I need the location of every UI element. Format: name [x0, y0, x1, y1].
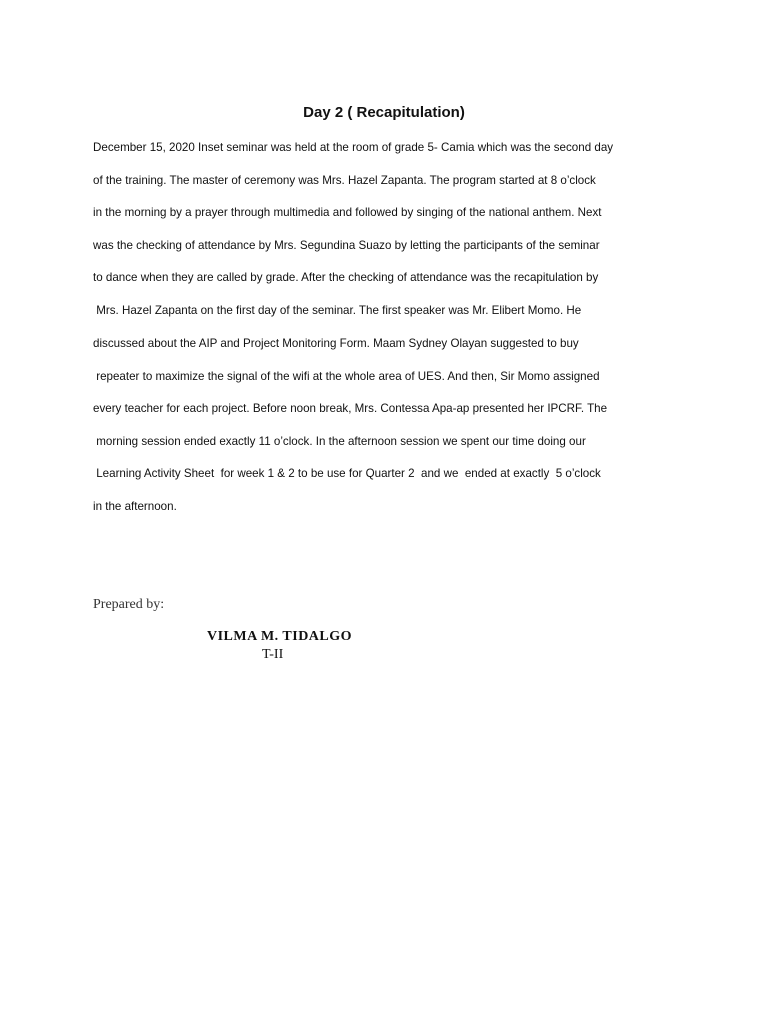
document-title: Day 2 ( Recapitulation) — [303, 104, 465, 121]
body-line: of the training. The master of ceremony was Mrs. Hazel Zapanta. The program started at 8 o’clock — [93, 174, 596, 187]
body-line: discussed about the AIP and Project Monitoring Form. Maam Sydney Olayan suggested to buy — [93, 337, 579, 350]
body-line: December 15, 2020 Inset seminar was held at the room of grade 5- Camia which was the second day — [93, 141, 614, 154]
body-line: every teacher for each project. Before noon break, Mrs. Contessa Apa-ap presented her IPCRF. The — [93, 402, 608, 415]
signer-name: VILMA M. TIDALGO — [207, 629, 353, 644]
prepared-by-label: Prepared by: — [93, 597, 165, 612]
body-line: morning session ended exactly 11 o’clock. In the afternoon session we spent our time doing our — [93, 435, 586, 448]
body-line: in the afternoon. — [93, 500, 177, 513]
body-line: repeater to maximize the signal of the wifi at the whole area of UES. And then, Sir Momo assigned — [93, 370, 600, 383]
body-line: in the morning by a prayer through multimedia and followed by singing of the national anthem. Next — [93, 206, 602, 219]
body-line: Mrs. Hazel Zapanta on the first day of the seminar. The first speaker was Mr. Elibert Momo. He — [93, 304, 582, 317]
body-line: Learning Activity Sheet for week 1 & 2 to be use for Quarter 2 and we ended at exactly 5 o’clock — [93, 467, 601, 480]
body-line: was the checking of attendance by Mrs. Segundina Suazo by letting the participants of the seminar — [93, 239, 600, 252]
body-line: to dance when they are called by grade. After the checking of attendance was the recapitulation by — [93, 271, 599, 284]
signer-position: T-II — [262, 647, 284, 662]
